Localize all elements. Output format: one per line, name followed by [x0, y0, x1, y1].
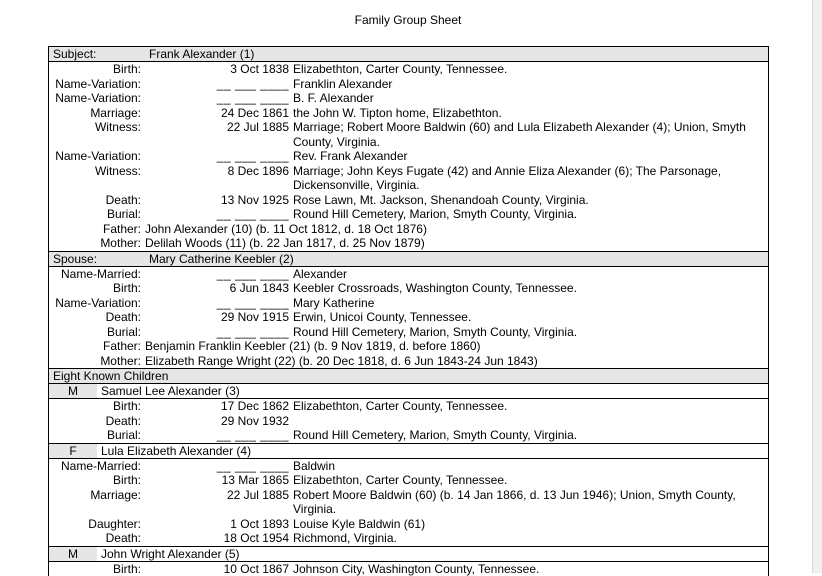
child-name: John Wright Alexander (5) — [101, 547, 240, 561]
event-row: Name-Variation: __ ___ ____ Rev. Frank Alexander — [49, 149, 768, 164]
parent-row: Mother: Delilah Woods (11) (b. 22 Jan 1817, d. 25 Nov 1879) — [49, 236, 768, 251]
child-section — [49, 444, 768, 547]
page-title: Family Group Sheet — [0, 13, 816, 27]
event-row: Witness: 8 Dec 1896 Marriage; John Keys Fugate (42) and Annie Eliza Alexander (6); The Parsonage, Dickensonville, Virginia. — [49, 164, 768, 193]
spouse-father: Benjamin Franklin Keebler (21) (b. 9 Nov 1819, d. before 1860) — [145, 339, 768, 354]
event-row: Birth: 3 Oct 1838 Elizabethton, Carter County, Tennessee. — [49, 62, 768, 77]
event-row: Witness: 22 Jul 1885 Marriage; Robert Moore Baldwin (60) and Lula Elizabeth Alexander (4); Union, Smyth County, Virginia. — [49, 120, 768, 149]
subject-father: John Alexander (10) (b. 11 Oct 1812, d. 18 Oct 1876) — [145, 222, 768, 237]
children-header — [49, 369, 768, 384]
child-section — [49, 547, 768, 576]
family-group-sheet — [48, 46, 769, 576]
children-header-label: Eight Known Children — [53, 369, 168, 383]
event-row: Daughter: 1 Oct 1893 Louise Kyle Baldwin (61) — [49, 517, 768, 532]
event-row: Birth: 17 Dec 1862 Elizabethton, Carter County, Tennessee. — [49, 399, 768, 414]
child-header — [49, 444, 768, 459]
event-row: Death: 18 Oct 1954 Richmond, Virginia. — [49, 531, 768, 546]
parent-row: Mother: Elizabeth Range Wright (22) (b. 20 Dec 1818, d. 6 Jun 1843-24 Jun 1843) — [49, 354, 768, 369]
event-row: Death: 29 Nov 1915 Erwin, Unicoi County, Tennessee. — [49, 310, 768, 325]
spouse-label: Spouse: — [53, 252, 97, 266]
event-row: Burial: __ ___ ____ Round Hill Cemetery, Marion, Smyth County, Virginia. — [49, 207, 768, 222]
subject-label: Subject: — [53, 47, 96, 61]
subject-section — [49, 47, 768, 252]
spouse-mother: Elizabeth Range Wright (22) (b. 20 Dec 1818, d. 6 Jun 1843-24 Jun 1843) — [145, 354, 768, 369]
event-row: Birth: 6 Jun 1843 Keebler Crossroads, Washington County, Tennessee. — [49, 281, 768, 296]
parent-row: Father: Benjamin Franklin Keebler (21) (b. 9 Nov 1819, d. before 1860) — [49, 339, 768, 354]
parent-row: Father: John Alexander (10) (b. 11 Oct 1812, d. 18 Oct 1876) — [49, 222, 768, 237]
subject-header — [49, 47, 768, 62]
event-row: Marriage: 22 Jul 1885 Robert Moore Baldwin (60) (b. 14 Jan 1866, d. 13 Jun 1946); Union, Smyth County, Virginia. — [49, 488, 768, 517]
child-sex: M — [49, 547, 97, 561]
event-row: Burial: __ ___ ____ Round Hill Cemetery, Marion, Smyth County, Virginia. — [49, 428, 768, 443]
subject-mother: Delilah Woods (11) (b. 22 Jan 1817, d. 25 Nov 1879) — [145, 236, 768, 251]
event-row: Marriage: 24 Dec 1861 the John W. Tipton home, Elizabethton. — [49, 106, 768, 121]
spouse-header — [49, 252, 768, 267]
event-row: Name-Variation: __ ___ ____ B. F. Alexander — [49, 91, 768, 106]
event-row: Death: 13 Nov 1925 Rose Lawn, Mt. Jackson, Shenandoah County, Virginia. — [49, 193, 768, 208]
child-section — [49, 384, 768, 444]
event-row: Name-Married: __ ___ ____ Baldwin — [49, 459, 768, 474]
child-sex: F — [49, 444, 97, 458]
vertical-scrollbar[interactable] — [812, 0, 822, 573]
event-row: Burial: __ ___ ____ Round Hill Cemetery, Marion, Smyth County, Virginia. — [49, 325, 768, 340]
child-name: Samuel Lee Alexander (3) — [101, 384, 240, 398]
event-row: Name-Variation: __ ___ ____ Franklin Alexander — [49, 77, 768, 92]
child-sex: M — [49, 384, 97, 398]
subject-name: Frank Alexander (1) — [149, 47, 254, 61]
child-name: Lula Elizabeth Alexander (4) — [101, 444, 251, 458]
event-row: Name-Variation: __ ___ ____ Mary Katherine — [49, 296, 768, 311]
child-header — [49, 547, 768, 562]
event-row: Birth: 13 Mar 1865 Elizabethton, Carter County, Tennessee. — [49, 473, 768, 488]
event-row: Death: 29 Nov 1932 — [49, 414, 768, 429]
spouse-name: Mary Catherine Keebler (2) — [149, 252, 294, 266]
spouse-section — [49, 252, 768, 370]
child-header — [49, 384, 768, 399]
event-row: Birth: 10 Oct 1867 Johnson City, Washington County, Tennessee. — [49, 562, 768, 576]
event-row: Name-Married: __ ___ ____ Alexander — [49, 267, 768, 282]
